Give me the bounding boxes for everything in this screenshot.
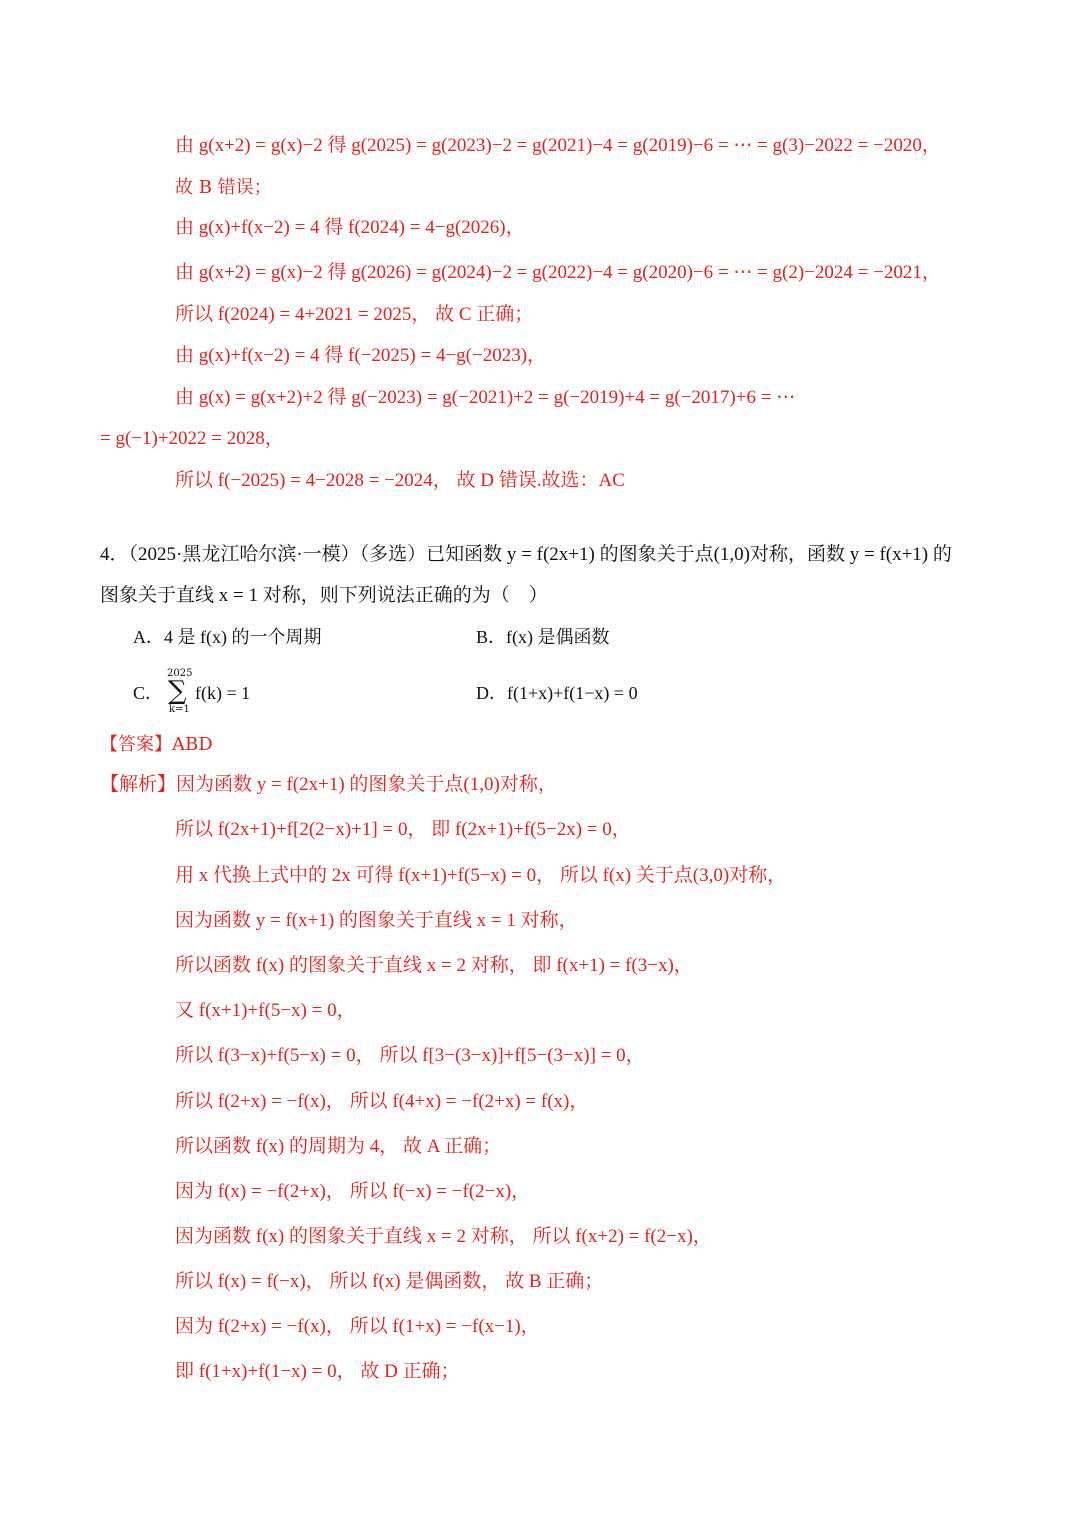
analysis-line-11: 因为函数 f(x) 的图象关于直线 x = 2 对称， 所以 f(x+2) = f(2−x)， [175,1226,712,1247]
analysis-row-1 [100,772,557,798]
prev-solution-line-9: 所以 f(−2025) = 4−2028 = −2024， 故 D 错误.故选：AC [175,470,625,491]
option-c-expression: f(k) = 1 [195,683,251,703]
analysis-line-3: 用 x 代换上式中的 2x 可得 f(x+1)+f(5−x) = 0， 所以 f(x) 关于点(3,0)对称， [175,865,787,886]
prev-solution-line-5: 所以 f(2024) = 4+2021 = 2025， 故 C 正确； [175,304,534,325]
prev-solution-line-2: 故 B 错误； [175,177,272,198]
sum-upper-limit: 2025 [167,668,193,679]
analysis-line-8: 所以 f(2+x) = −f(x)， 所以 f(4+x) = −f(2+x) = f(x)， [175,1091,589,1112]
analysis-line-7: 所以 f(3−x)+f(5−x) = 0， 所以 f[3−(3−x)]+f[5−(3−x)] = 0， [175,1045,645,1066]
sum-lower-limit: k=1 [169,704,190,715]
analysis-line-14: 即 f(1+x)+f(1−x) = 0， 故 D 正确； [175,1361,460,1382]
option-c-summation [165,668,195,718]
option-b: B．f(x) 是偶函数 [476,627,610,647]
analysis-line-4: 因为函数 y = f(x+1) 的图象关于直线 x = 1 对称， [175,910,578,931]
option-c-label: C． [133,683,164,703]
analysis-line-5: 所以函数 f(x) 的图象关于直线 x = 2 对称， 即 f(x+1) = f(3−x)， [175,955,693,976]
option-a: A．4 是 f(x) 的一个周期 [133,627,322,647]
prev-solution-line-4: 由 g(x+2) = g(x)−2 得 g(2026) = g(2024)−2 = g(2022)−4 = g(2020)−6 = ⋯ = g(2)−2024 = −2021， [175,262,941,283]
prev-solution-line-7: 由 g(x) = g(x+2)+2 得 g(−2023) = g(−2021)+2 = g(−2019)+4 = g(−2017)+6 = ⋯ [175,387,796,408]
analysis-line-1: 因为函数 y = f(2x+1) 的图象关于点(1,0)对称， [176,774,557,795]
analysis-line-6: 又 f(x+1)+f(5−x) = 0， [175,1000,356,1021]
question-stem-line-1: 4．（2025·黑龙江哈尔滨·一模）（多选）已知函数 y = f(2x+1) 的图象关于点(1,0)对称，函数 y = f(x+1) 的 [100,544,952,565]
prev-solution-line-6: 由 g(x)+f(x−2) = 4 得 f(−2025) = 4−g(−2023)， [175,345,547,366]
option-d: D．f(1+x)+f(1−x) = 0 [476,683,638,703]
answer-row [100,732,213,758]
analysis-line-13: 因为 f(2+x) = −f(x)， 所以 f(1+x) = −f(x−1)， [175,1316,540,1337]
prev-solution-line-1: 由 g(x+2) = g(x)−2 得 g(2025) = g(2023)−2 = g(2021)−4 = g(2019)−6 = ⋯ = g(3)−2022 = −2020， [175,135,941,156]
question-stem-line-2: 图象关于直线 x = 1 对称，则下列说法正确的为（ ） [100,585,548,606]
analysis-line-10: 因为 f(x) = −f(2+x)， 所以 f(−x) = −f(2−x)， [175,1181,531,1202]
prev-solution-line-3: 由 g(x)+f(x−2) = 4 得 f(2024) = 4−g(2026)， [175,217,525,238]
analysis-label: 【解析】 [100,774,177,795]
answer-value: ABD [172,734,213,755]
answer-label: 【答案】 [100,734,172,755]
analysis-line-12: 所以 f(x) = f(−x)， 所以 f(x) 是偶函数， 故 B 正确； [175,1271,604,1292]
analysis-line-9: 所以函数 f(x) 的周期为 4， 故 A 正确； [175,1136,502,1157]
sigma-icon: ∑ [168,676,187,706]
analysis-line-2: 所以 f(2x+1)+f[2(2−x)+1] = 0， 即 f(2x+1)+f(5−2x) = 0， [175,819,631,840]
prev-solution-line-8: = g(−1)+2022 = 2028， [100,428,284,449]
